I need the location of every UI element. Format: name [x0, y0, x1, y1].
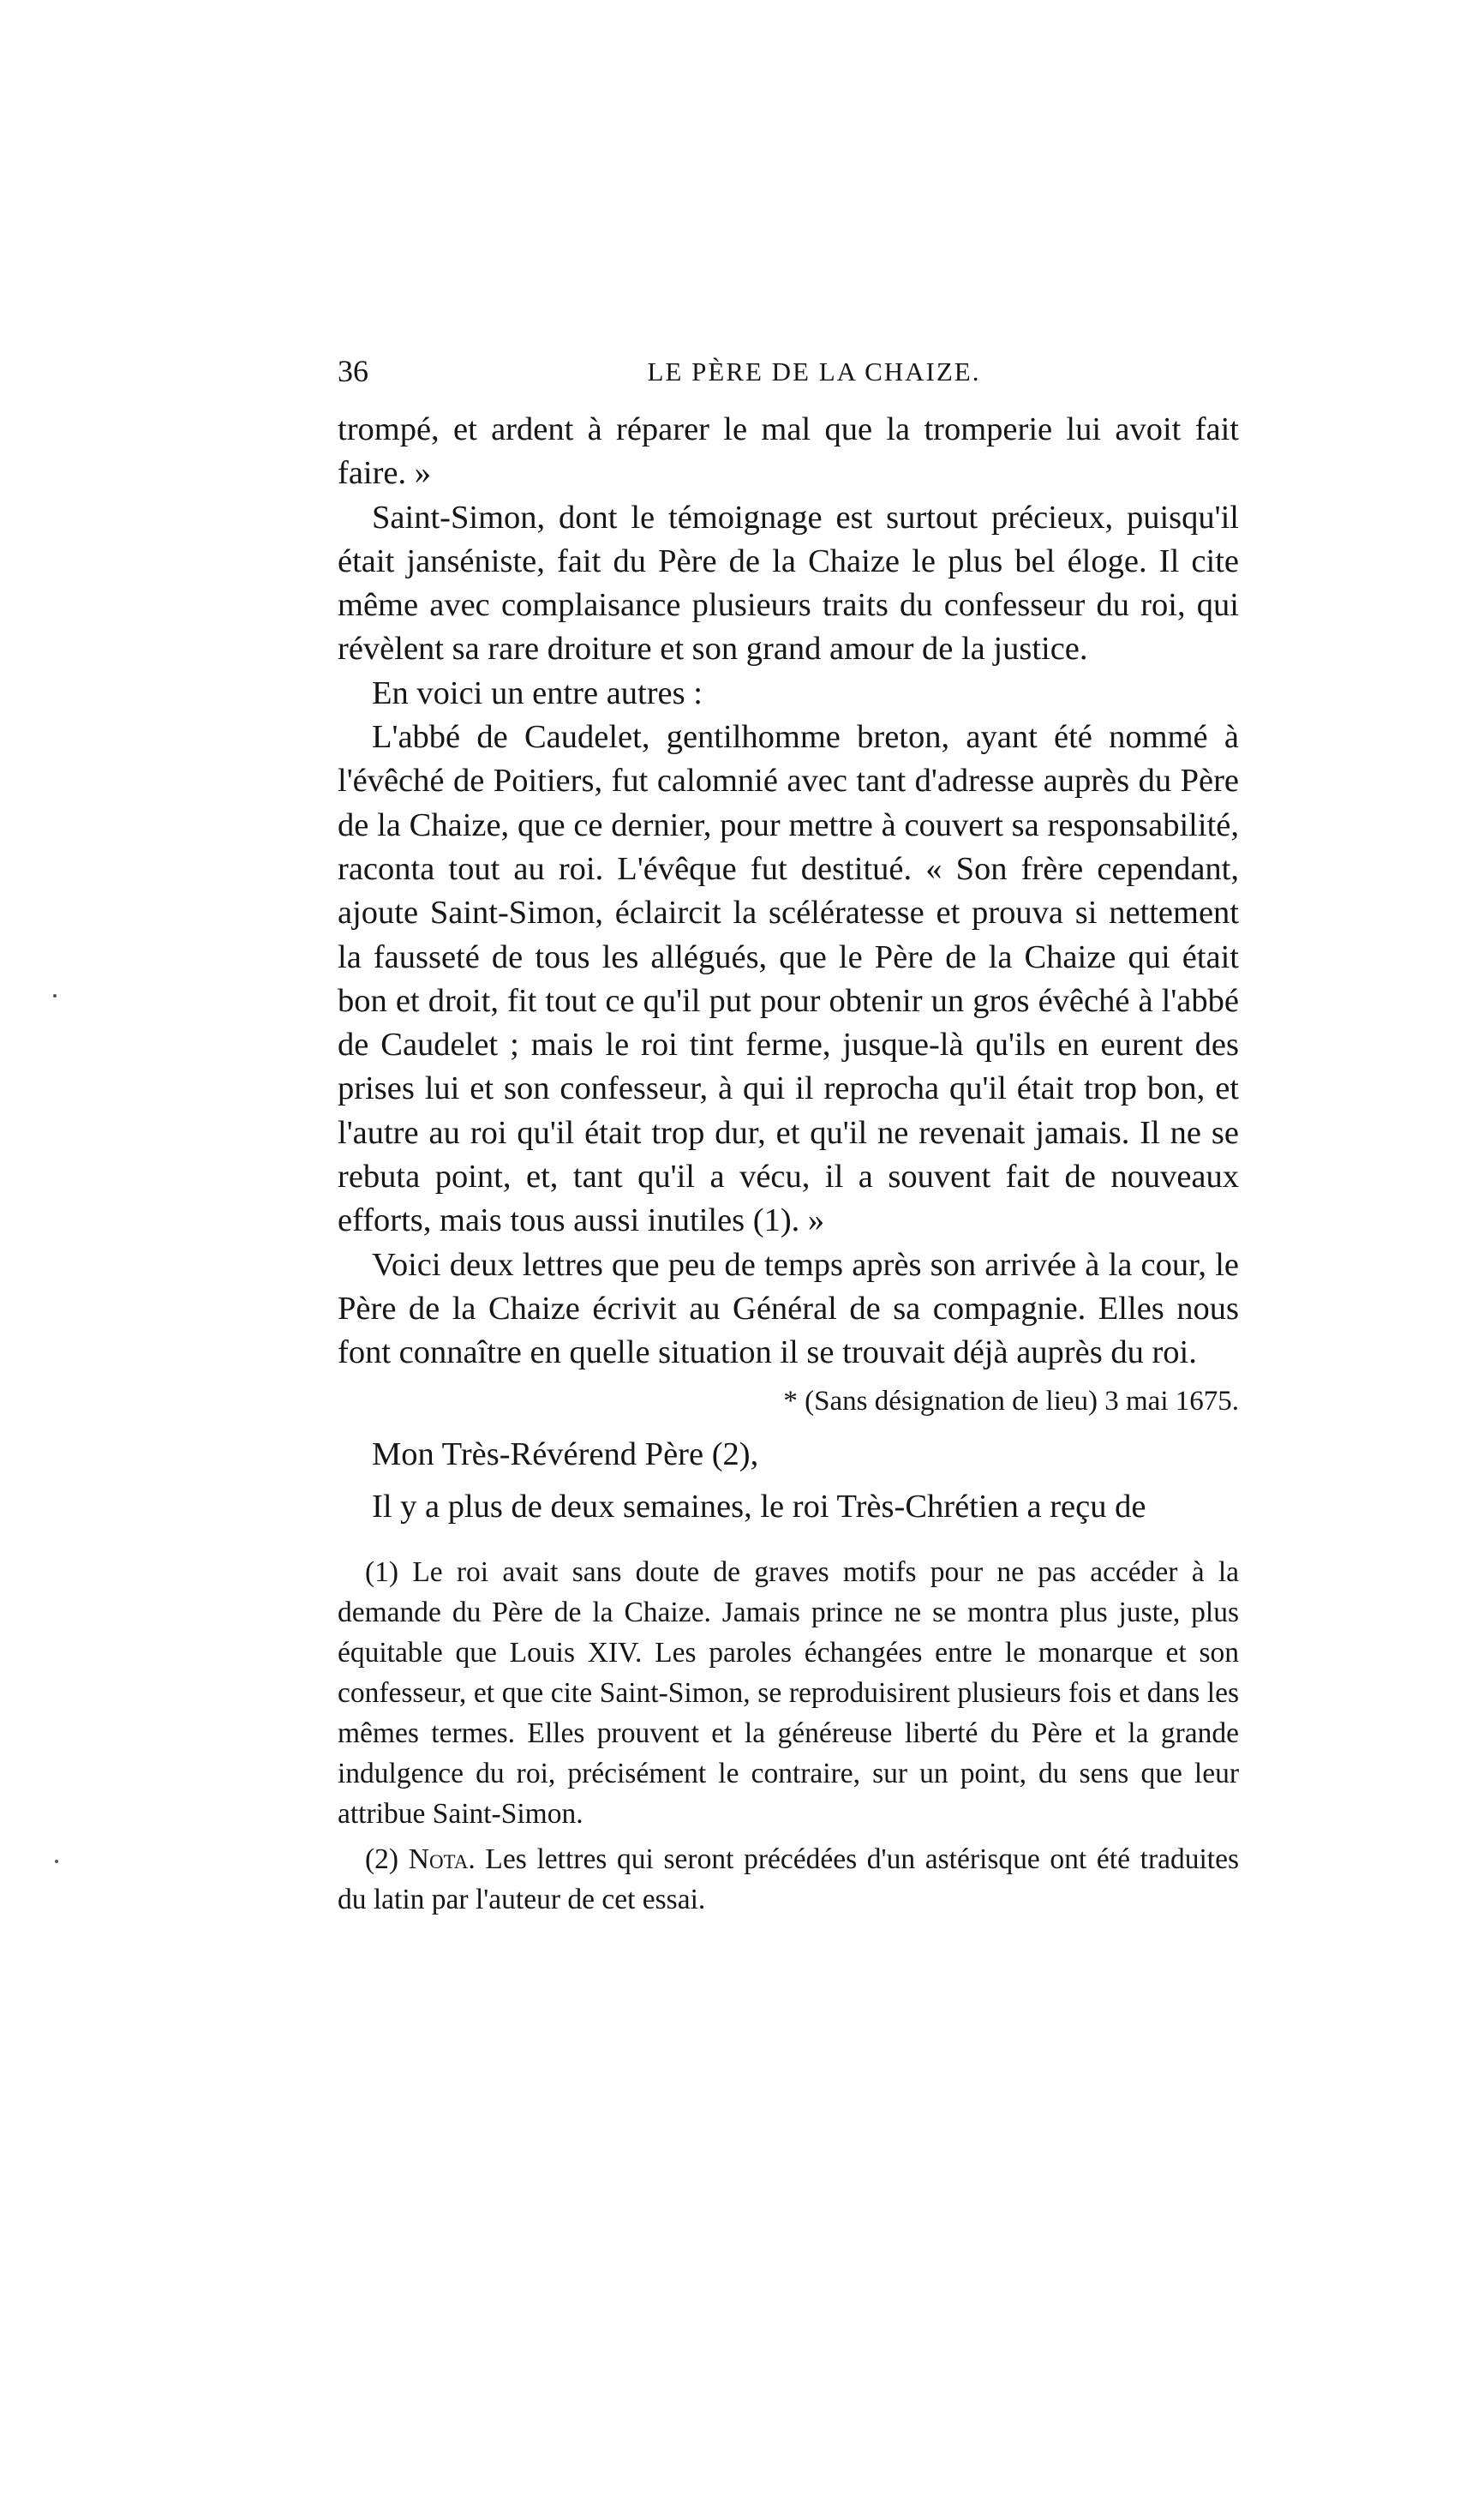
page-number: 36: [338, 354, 368, 388]
paragraph-saint-simon: Saint-Simon, dont le témoignage est surtout précieux, puisqu'il était janséniste, fait du Père de la Chaize le plus bel éloge. Il cite même avec complaisance plusieurs traits du confesseur du roi, qui révèlent sa rare droiture et son grand amour de la justice.: [338, 499, 1239, 668]
running-head: [338, 353, 1239, 408]
letter-salutation: Mon Très-Révérend Père (2),: [372, 1435, 759, 1472]
paragraph-continuation: trompé, et ardent à réparer le mal que la tromperie lui avoit fait faire. »: [338, 411, 1239, 492]
letter-opening-line: Il y a plus de deux semaines, le roi Très-Chrétien a reçu de: [372, 1488, 1146, 1525]
footnote-2: [338, 1839, 1239, 1920]
running-title: LE PÈRE DE LA CHAIZE.: [647, 357, 981, 387]
footnote-1: (1) Le roi avait sans doute de graves motifs pour ne pas accéder à la demande du Père de la Chaize. Jamais prince ne se montra plus juste, plus équitable que Louis XIV. Les paroles échangées entre le monarque et son confesseur, et que cite Saint-Simon, se reproduisirent plusieurs fois et dans les mêmes termes. Elles prouvent et la généreuse liberté du Père et la grande indulgence du roi, précisément le contraire, sur un point, du sens que leur attribue Saint-Simon.: [338, 1555, 1239, 1830]
body-text: [338, 408, 1239, 1375]
paragraph-example-intro: En voici un entre autres :: [372, 674, 703, 711]
paragraph-caudelet: L'abbé de Caudelet, gentilhomme breton, ayant été nommé à l'évêché de Poitiers, fut calomnié avec tant d'adresse auprès du Père de la Chaize, que ce dernier, pour mettre à couvert sa responsabilité, raconta tout au roi. L'évêque fut destitué. « Son frère cependant, ajoute Saint-Simon, éclaircit la scélératesse et prouva si nettement la fausseté de tous les allégués, que le Père de la Chaize qui était bon et droit, fit tout ce qu'il put pour obtenir un gros évêché à l'abbé de Caudelet ; mais le roi tint ferme, jusque-là qu'ils en eurent des prises lui et son confesseur, à qui il reprocha qu'il était trop bon, et l'autre au roi qu'il était trop dur, et qu'il ne revenait jamais. Il ne se rebuta point, et, tant qu'il a vécu, il a souvent fait de nouveaux efforts, mais tous aussi inutiles (1). »: [338, 719, 1239, 1239]
footnotes: [338, 1552, 1239, 1920]
book-page: [338, 353, 1239, 1925]
scan-speck: [53, 994, 57, 998]
letter-dateline: * (Sans désignation de lieu) 3 mai 1675.: [783, 1385, 1239, 1417]
footnote-2-label: (2) Nota.: [365, 1843, 476, 1875]
scan-speck: [55, 1860, 58, 1863]
paragraph-letters-intro: Voici deux lettres que peu de temps après son arrivée à la cour, le Père de la Chaize écrivit au Général de sa compagnie. Elles nous font connaître en quelle situation il se trouvait déjà auprès du roi.: [338, 1246, 1239, 1371]
footnote-2-text: Les lettres qui seront précédées d'un astérisque ont été traduites du latin par l'auteur de cet essai.: [338, 1843, 1239, 1915]
